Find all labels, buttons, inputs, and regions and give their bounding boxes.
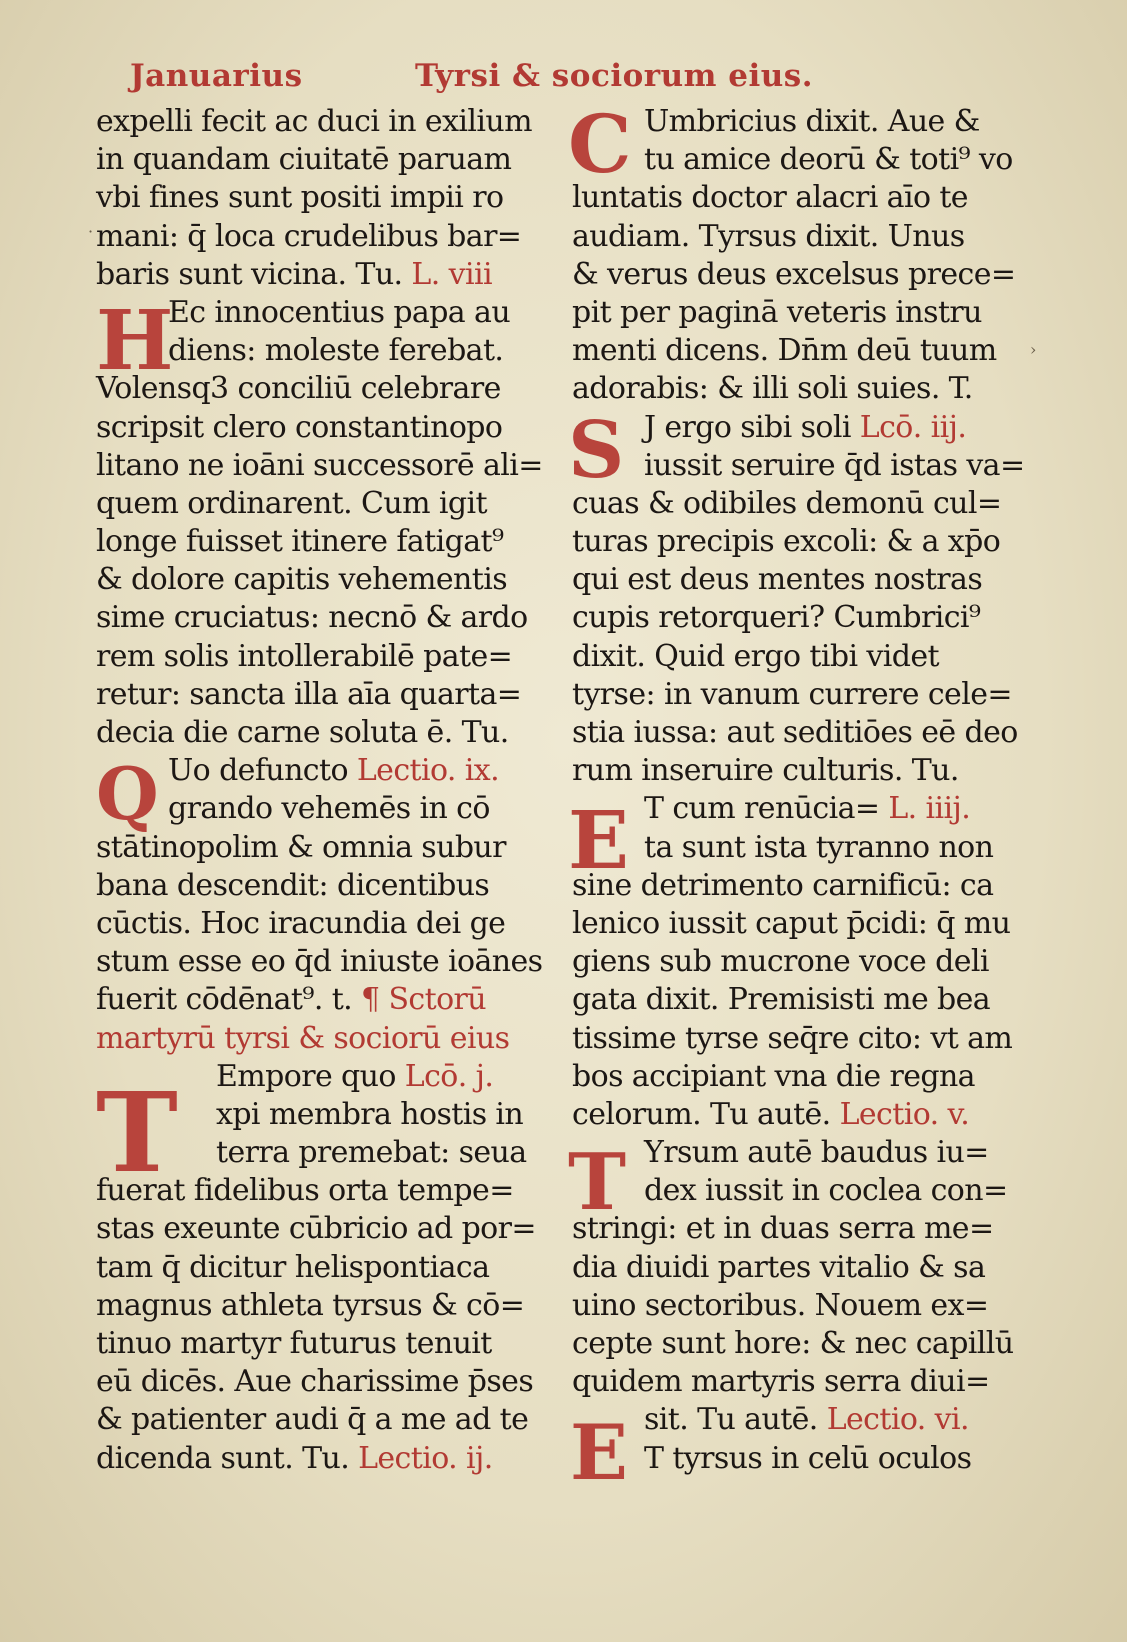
header-feast: Tyrsi & sociorum eius. xyxy=(415,58,814,94)
line-text: rum inseruire culturis. Tu. xyxy=(572,753,959,789)
text-line xyxy=(96,676,548,714)
text-line xyxy=(96,409,548,447)
text-line xyxy=(96,599,548,637)
text-line xyxy=(96,829,548,867)
line-text: longe fuisset itinere fatigat⁹ xyxy=(96,524,504,560)
line-text: decia die carne soluta ē. Tu. xyxy=(96,715,509,750)
text-line xyxy=(96,1363,548,1401)
line-text: bos accipiant vna die regna xyxy=(572,1058,975,1094)
text-line xyxy=(572,256,1024,294)
text-line xyxy=(96,790,548,828)
text-line xyxy=(96,1096,548,1134)
text-line xyxy=(572,218,1024,256)
rubric: martyrū tyrsi & sociorū eius xyxy=(96,1020,510,1056)
text-line xyxy=(572,905,1024,943)
text-line xyxy=(96,294,548,332)
text-line xyxy=(572,867,1024,905)
line-text: retur: sancta illa aīa quarta= xyxy=(96,676,522,712)
rubric: L. viii xyxy=(411,256,492,292)
text-line xyxy=(96,561,548,599)
left-column xyxy=(96,103,548,1478)
line-text: tu amice deorū & toti⁹ vo xyxy=(644,142,1013,178)
text-line xyxy=(96,523,548,561)
text-line xyxy=(96,179,548,217)
initial-t: T xyxy=(96,1068,178,1197)
line-text: Umbricius dixit. Aue & xyxy=(644,104,980,139)
rubric: Lectio. vi. xyxy=(826,1402,969,1438)
line-text: terra premebat: seua xyxy=(216,1135,527,1171)
line-text: cupis retorqueri? Cumbrici⁹ xyxy=(572,600,981,636)
line-text: Volensq3 conciliū celebrare xyxy=(96,371,501,407)
text-line xyxy=(96,714,548,752)
text-line xyxy=(96,1325,548,1363)
text-line xyxy=(572,294,1024,332)
text-line xyxy=(96,752,548,790)
text-line xyxy=(96,447,548,485)
rubric: ¶ Sctorū xyxy=(361,982,486,1018)
running-header xyxy=(130,58,1030,98)
text-line xyxy=(572,523,1024,561)
text-line xyxy=(572,676,1024,714)
text-line xyxy=(96,141,548,179)
line-text: dex iussit in coclea con= xyxy=(644,1173,1008,1209)
text-line xyxy=(572,447,1024,485)
text-line xyxy=(572,1440,1024,1478)
line-text: Empore quo xyxy=(216,1058,405,1094)
line-text: stia iussa: aut seditiōes eē deo xyxy=(572,715,1018,750)
line-text: cuas & odibiles demonū cul= xyxy=(572,485,1002,521)
line-text: menti dicens. Dn̄m deū tuum xyxy=(572,333,997,369)
header-month: Januarius xyxy=(130,58,303,94)
line-text: luntatis doctor alacri aīo te xyxy=(572,180,968,216)
line-text: expelli fecit ac duci in exilium xyxy=(96,104,532,139)
text-line xyxy=(572,981,1024,1019)
line-text: & verus deus excelsus prece= xyxy=(572,256,1016,292)
line-text: stātinopolim & omnia subur xyxy=(96,829,506,865)
text-line xyxy=(96,218,548,256)
text-line xyxy=(572,1363,1024,1401)
line-text: celorum. Tu autē. xyxy=(572,1096,840,1132)
initial-s: S xyxy=(568,405,625,496)
text-line xyxy=(96,332,548,370)
line-text: xpi membra hostis in xyxy=(216,1096,524,1132)
line-text: uino sectoribus. Nouem ex= xyxy=(572,1287,989,1323)
line-text: tyrse: in vanum currere cele= xyxy=(572,676,1012,712)
text-line xyxy=(96,370,548,408)
text-line xyxy=(572,790,1024,828)
line-text: rem solis intollerabilē pate= xyxy=(96,638,513,674)
line-text: magnus athleta tyrsus & cō= xyxy=(96,1287,525,1323)
line-text: tinuo martyr futurus tenuit xyxy=(96,1326,492,1361)
text-line xyxy=(572,1020,1024,1058)
text-line xyxy=(96,103,548,141)
initial-t-right: T xyxy=(568,1137,627,1228)
line-text: vbi fines sunt positi impii ro xyxy=(96,180,504,216)
margin-mark: › xyxy=(1030,340,1037,359)
margin-mark: · xyxy=(88,222,94,241)
rubric: Lcō. iij. xyxy=(859,409,967,445)
text-line xyxy=(96,1401,548,1439)
rubric: Lectio. v. xyxy=(839,1096,970,1132)
text-line xyxy=(572,485,1024,523)
text-line xyxy=(572,1134,1024,1172)
text-line xyxy=(572,561,1024,599)
text-line xyxy=(572,1287,1024,1325)
line-text: bana descendit: dicentibus xyxy=(96,867,490,903)
line-text: T cum renūcia= xyxy=(644,791,889,827)
text-line xyxy=(96,638,548,676)
text-line xyxy=(96,1287,548,1325)
rubric: Lectio. ij. xyxy=(358,1440,493,1476)
initial-h: H xyxy=(96,293,174,389)
line-text: lenico iussit caput p̄cidi: q̄ mu xyxy=(572,905,1011,941)
line-text: cūctis. Hoc iracundia dei ge xyxy=(96,905,506,941)
line-text: & patienter audi q̄ a me ad te xyxy=(96,1402,529,1438)
text-line xyxy=(96,1440,548,1478)
line-text: giens sub mucrone voce deli xyxy=(572,944,989,980)
text-line xyxy=(572,1096,1024,1134)
text-line xyxy=(572,103,1024,141)
text-line xyxy=(572,141,1024,179)
text-line xyxy=(572,599,1024,637)
initial-c: C xyxy=(568,97,632,191)
line-text: fuerit cōdēnat⁹. t. xyxy=(96,982,362,1018)
line-text: stringi: et in duas serra me= xyxy=(572,1211,994,1247)
text-line xyxy=(572,1401,1024,1439)
line-text: litano ne ioāni successorē ali= xyxy=(96,447,543,483)
line-text: turas precipis excoli: & a xp̄o xyxy=(572,524,1001,560)
text-line xyxy=(96,1020,548,1058)
line-text: tissime tyrse seq̄re cito: vt am xyxy=(572,1020,1013,1056)
line-text: dixit. Quid ergo tibi videt xyxy=(572,638,939,674)
text-line xyxy=(96,485,548,523)
line-text: sine detrimento carnificū: ca xyxy=(572,867,994,903)
text-line xyxy=(572,409,1024,447)
line-text: gata dixit. Premisisti me bea xyxy=(572,982,991,1018)
line-text: dicenda sunt. Tu. xyxy=(96,1440,359,1476)
text-line xyxy=(96,905,548,943)
text-line xyxy=(96,1134,548,1172)
text-line xyxy=(96,867,548,905)
text-line xyxy=(96,943,548,981)
line-text: cepte sunt hore: & nec capillū xyxy=(572,1326,1014,1361)
line-text: T tyrsus in celū oculos xyxy=(644,1440,972,1476)
line-text: sime cruciatus: necnō & ardo xyxy=(96,600,528,636)
line-text: baris sunt vicina. Tu. xyxy=(96,256,412,292)
line-text: eū dicēs. Aue charissime p̄ses xyxy=(96,1364,534,1400)
line-text: ta sunt ista tyranno non xyxy=(644,829,994,865)
line-text: dia diuidi partes vitalio & sa xyxy=(572,1249,986,1285)
line-text: J ergo sibi soli xyxy=(644,409,860,445)
text-line xyxy=(572,638,1024,676)
right-column xyxy=(572,103,1024,1478)
line-text: fuerat fidelibus orta tempe= xyxy=(96,1173,514,1209)
line-text: scripsit clero constantinopo xyxy=(96,409,503,445)
line-text: adorabis: & illi soli suies. T. xyxy=(572,371,973,407)
text-line xyxy=(572,1172,1024,1210)
text-line xyxy=(96,256,548,294)
text-line xyxy=(572,1210,1024,1248)
line-text: qui est deus mentes nostras xyxy=(572,562,983,598)
line-text: Uo defuncto xyxy=(168,753,357,789)
text-line xyxy=(572,752,1024,790)
line-text: mani: q̄ loca crudelibus bar= xyxy=(96,218,522,254)
initial-e: E xyxy=(568,793,629,887)
line-text: tam q̄ dicitur helispontiaca xyxy=(96,1249,490,1285)
text-line xyxy=(572,943,1024,981)
text-line xyxy=(572,179,1024,217)
text-line xyxy=(96,1210,548,1248)
line-text: quem ordinarent. Cum igit xyxy=(96,485,487,521)
rubric: L. iiij. xyxy=(888,791,971,827)
line-text: audiam. Tyrsus dixit. Unus xyxy=(572,218,965,254)
line-text: sit. Tu autē. xyxy=(644,1402,827,1438)
line-text: diens: moleste ferebat. xyxy=(168,333,504,369)
text-line xyxy=(572,1325,1024,1363)
line-text: & dolore capitis vehementis xyxy=(96,562,508,598)
initial-q: Q xyxy=(96,751,159,836)
line-text: Yrsum autē baudus iu= xyxy=(644,1135,989,1171)
text-line xyxy=(96,981,548,1019)
text-line xyxy=(572,332,1024,370)
rubric: Lectio. ix. xyxy=(356,753,500,789)
line-text: iussit seruire q̄d istas va= xyxy=(644,447,1025,483)
text-line xyxy=(572,1058,1024,1096)
text-line xyxy=(96,1172,548,1210)
text-line xyxy=(572,829,1024,867)
line-text: pit per paginā veteris instru xyxy=(572,294,982,330)
line-text: stum esse eo q̄d iniuste ioānes xyxy=(96,944,543,980)
text-line xyxy=(96,1058,548,1096)
rubric: Lcō. j. xyxy=(404,1058,494,1094)
initial-e-bottom: E xyxy=(570,1408,628,1497)
text-line xyxy=(96,1249,548,1287)
line-text: in quandam ciuitatē paruam xyxy=(96,142,512,178)
line-text: stas exeunte cūbricio ad por= xyxy=(96,1211,536,1247)
text-line xyxy=(572,370,1024,408)
line-text: quidem martyris serra diui= xyxy=(572,1364,990,1400)
line-text: Ec innocentius papa au xyxy=(168,294,511,330)
text-line xyxy=(572,714,1024,752)
line-text: grando vehemēs in cō xyxy=(168,791,490,827)
text-line xyxy=(572,1249,1024,1287)
